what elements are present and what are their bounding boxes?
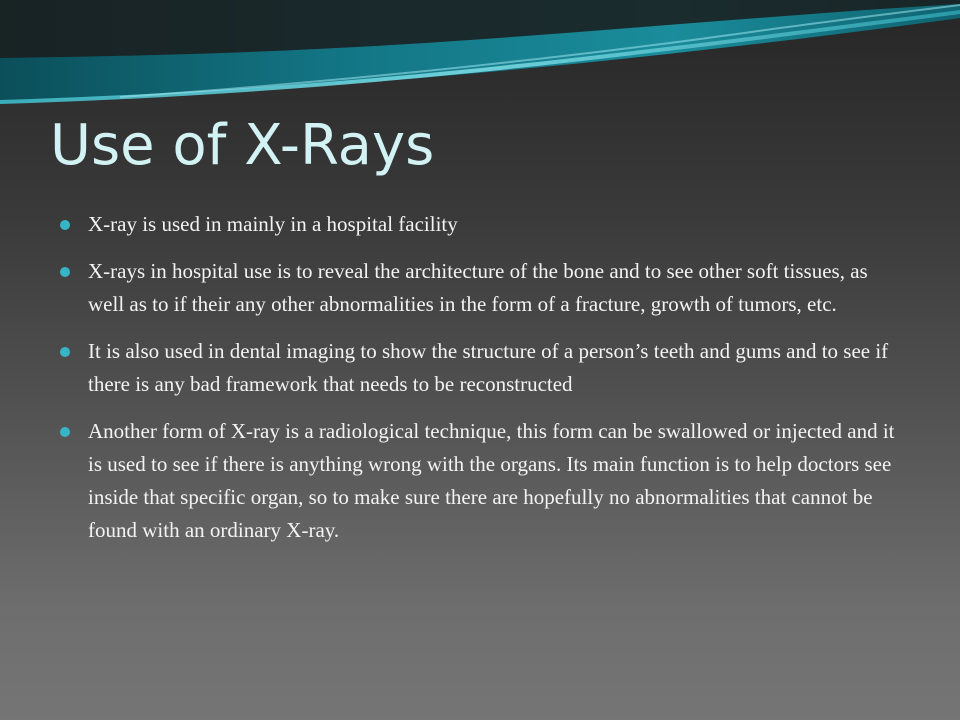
bullet-text: Another form of X-ray is a radiological technique, this form can be swallowed or injected and it is used to see if there is anything wrong with the organs. Its main function is to help doctors see inside that specific organ, so to make sure there are hopefully no abnormalities that cannot be found with an ordinary X-ray.	[88, 419, 895, 542]
bullet-text: It is also used in dental imaging to show the structure of a person’s teeth and gums and to see if there is any bad framework that needs to be reconstructed	[88, 339, 889, 396]
bullet-item	[58, 255, 898, 321]
bullet-item	[58, 208, 898, 241]
slide-title: Use of X-Rays	[50, 113, 435, 178]
bullet-dot-icon	[60, 267, 70, 277]
bullet-text: X-rays in hospital use is to reveal the architecture of the bone and to see other soft tissues, as well as to if their any other abnormalities in the form of a fracture, growth of tumors, etc.	[88, 259, 868, 316]
header-swoosh-decoration	[0, 0, 960, 130]
bullet-item	[58, 335, 898, 401]
bullet-dot-icon	[60, 220, 70, 230]
bullet-item	[58, 415, 898, 547]
bullet-list	[58, 208, 898, 561]
bullet-text: X-ray is used in mainly in a hospital facility	[88, 212, 458, 236]
bullet-dot-icon	[60, 347, 70, 357]
bullet-dot-icon	[60, 427, 70, 437]
